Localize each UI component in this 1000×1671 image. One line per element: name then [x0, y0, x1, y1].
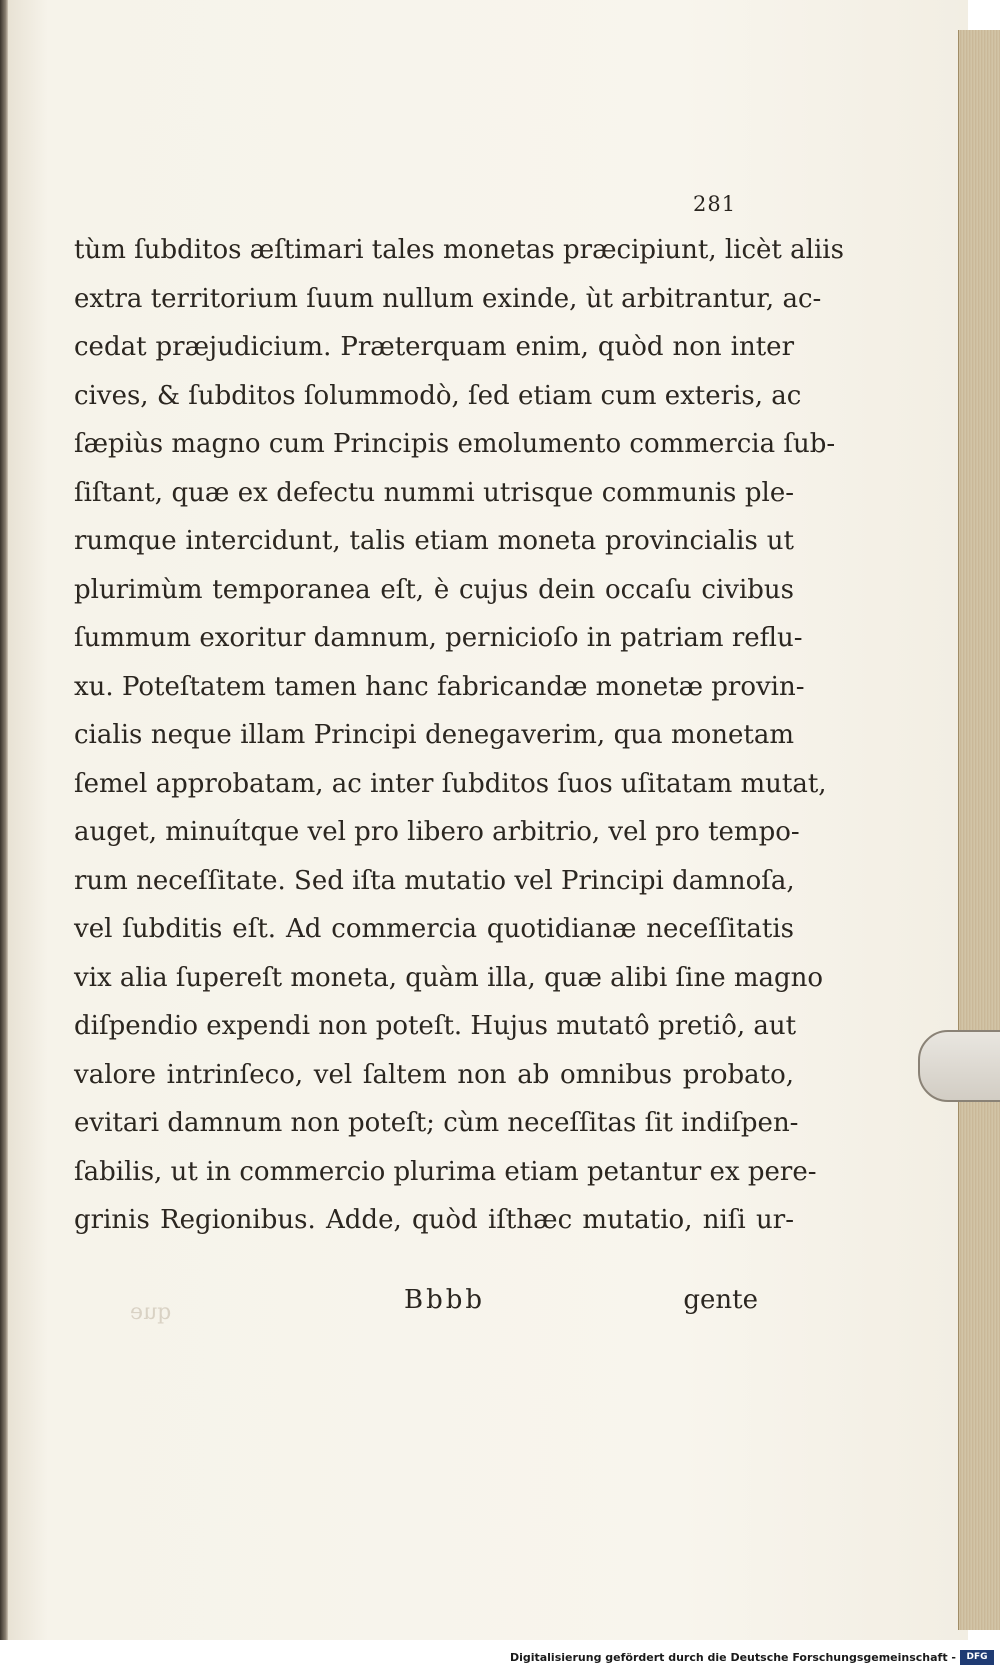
text-line: ſiſtant, quæ ex defectu nummi utrisque communis ple- [74, 477, 794, 508]
page-number: 281 [693, 192, 737, 216]
page-clip-tab [918, 1030, 1000, 1102]
text-line: valore intrinſeco, vel ſaltem non ab omnibus probato, [74, 1059, 794, 1090]
dfg-logo: DFG [960, 1650, 994, 1665]
page-fore-edge [958, 30, 1000, 1630]
text-line: rumque intercidunt, talis etiam moneta provincialis ut [74, 526, 794, 556]
signature-mark: Bbbb [404, 1285, 486, 1315]
text-line: ſæpiùs magno cum Principis emolumento commercia ſub- [74, 429, 836, 459]
text-line: cedat præjudicium. Præterquam enim, quòd non inter [74, 332, 794, 362]
page-footer-marks [74, 1285, 794, 1325]
book-spine-edge [0, 0, 8, 1640]
text-line: auget, minuítque vel pro libero arbitrio, vel pro tempo- [74, 817, 800, 847]
text-line: diſpendio expendi non poteſt. Hujus mutatô pretiô, aut [74, 1011, 797, 1041]
digitization-credit: Digitalisierung gefördert durch die Deutsche Forschungsgemeinschaft - [509, 1651, 956, 1664]
text-line: cives, & ſubditos ſolummodò, ſed etiam cum exteris, ac [74, 380, 802, 411]
text-line: extra territorium ſuum nullum exinde, ùt arbitrantur, ac- [74, 283, 822, 314]
text-line: xu. Poteſtatem tamen hanc fabricandæ monetæ provin- [74, 671, 805, 702]
show-through-text: que [130, 1300, 172, 1325]
text-line: vel ſubditis eſt. Ad commercia quotidianæ neceſſitatis [74, 914, 794, 944]
text-line: tùm ſubditos æſtimari tales monetas præcipiunt, licèt aliis [74, 235, 844, 265]
text-line: vix alia ſupereſt moneta, quàm illa, quæ alibi ſine magno [74, 962, 824, 993]
text-line: cialis neque illam Principi denegaverim, qua monetam [74, 720, 794, 750]
text-line: evitari damnum non poteſt; cùm neceſſitas ſit indiſpen- [74, 1108, 799, 1138]
body-text-block [74, 226, 844, 1245]
text-line: grinis Regionibus. Adde, quòd iſthæc mutatio, niſi ur- [74, 1205, 794, 1235]
text-line: ſummum exoritur damnum, pernicioſo in patriam reflu- [74, 623, 803, 653]
text-line: rum neceſſitate. Sed iſta mutatio vel Principi damnoſa, [74, 865, 795, 896]
catchword: gente [683, 1285, 758, 1315]
text-line: plurimùm temporanea eſt, è cujus dein occaſu civibus [74, 574, 794, 605]
text-line: ſemel approbatam, ac inter ſubditos ſuos uſitatam mutat, [74, 768, 827, 799]
text-line: ſabilis, ut in commercio plurima etiam petantur ex pere- [74, 1156, 817, 1187]
